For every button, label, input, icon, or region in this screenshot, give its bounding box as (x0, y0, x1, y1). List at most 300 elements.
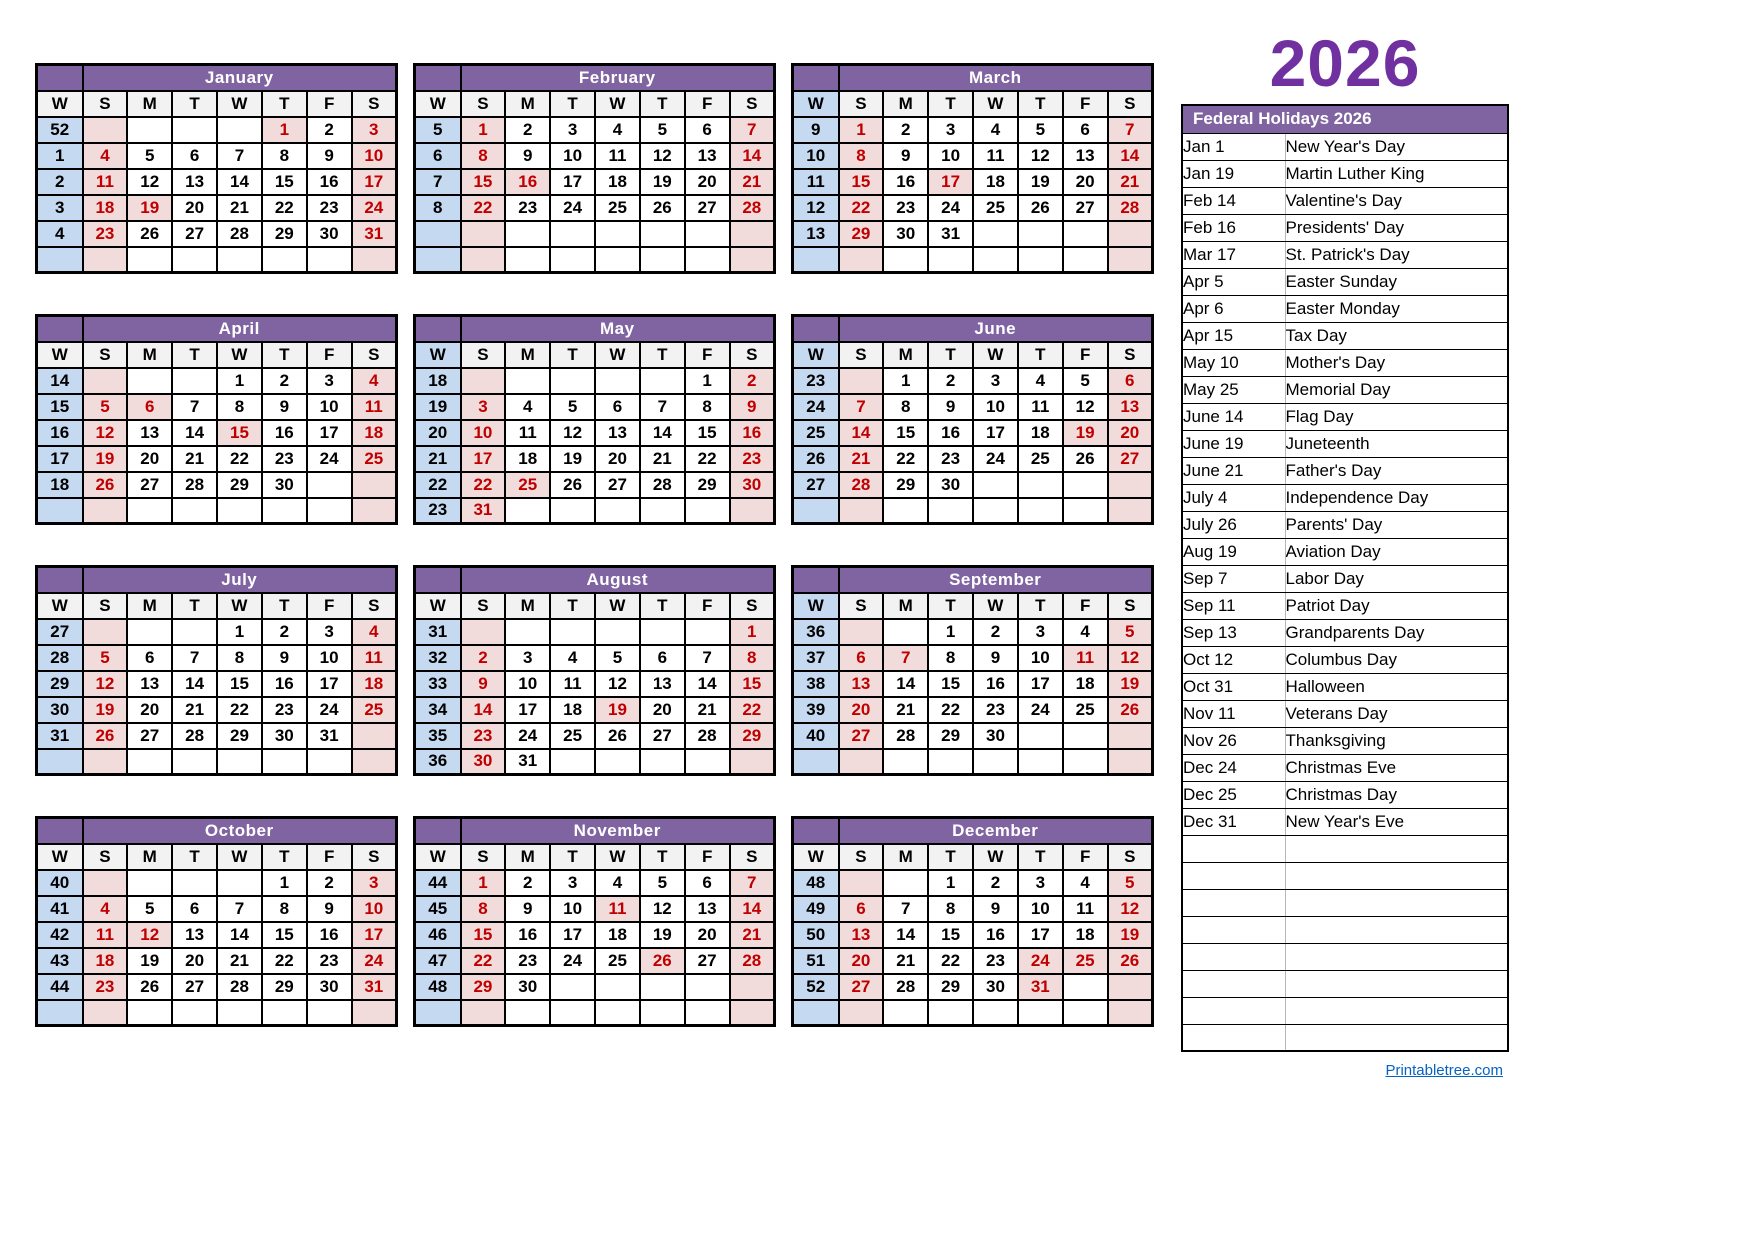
day-cell (217, 1000, 262, 1026)
day-cell: 18 (83, 195, 128, 221)
day-cell: 30 (883, 221, 928, 247)
day-cell (1108, 498, 1153, 524)
day-header: S (352, 91, 397, 117)
day-cell: 4 (1018, 368, 1063, 394)
holiday-name (1285, 997, 1508, 1024)
day-cell: 22 (217, 446, 262, 472)
holiday-empty-row (1182, 889, 1508, 916)
month-march (791, 63, 1154, 274)
day-cell: 17 (1018, 671, 1063, 697)
holiday-date: Dec 31 (1182, 808, 1285, 835)
day-cell (685, 974, 730, 1000)
day-header: T (640, 342, 685, 368)
week-number-cell: 52 (793, 974, 839, 1000)
day-cell: 26 (640, 948, 685, 974)
day-cell (1108, 247, 1153, 273)
week-number-cell: 34 (415, 697, 461, 723)
holiday-row (1182, 484, 1508, 511)
day-cell: 4 (595, 870, 640, 896)
holiday-date (1182, 970, 1285, 997)
day-cell: 1 (262, 117, 307, 143)
day-cell (172, 117, 217, 143)
month-june (791, 314, 1154, 525)
week-column-header: W (37, 844, 83, 870)
day-cell: 24 (1018, 697, 1063, 723)
day-cell: 29 (839, 221, 884, 247)
month-header-corner (415, 65, 461, 91)
holiday-date (1182, 1024, 1285, 1051)
day-cell (883, 619, 928, 645)
day-cell: 25 (550, 723, 595, 749)
day-cell: 2 (973, 870, 1018, 896)
day-cell: 20 (172, 195, 217, 221)
month-header-corner (415, 316, 461, 342)
day-cell: 14 (640, 420, 685, 446)
day-cell: 15 (461, 922, 506, 948)
week-number-cell: 48 (415, 974, 461, 1000)
week-column-header: W (37, 593, 83, 619)
day-header: M (127, 593, 172, 619)
day-cell (83, 749, 128, 775)
printabletree-link[interactable]: Printabletree.com (1385, 1062, 1503, 1079)
day-cell: 31 (928, 221, 973, 247)
day-cell (83, 498, 128, 524)
week-number-cell (37, 247, 83, 273)
day-cell: 8 (262, 896, 307, 922)
day-cell: 21 (1108, 169, 1153, 195)
day-cell: 29 (928, 974, 973, 1000)
holiday-name (1285, 970, 1508, 997)
day-cell: 10 (550, 143, 595, 169)
day-cell (127, 368, 172, 394)
day-cell: 3 (505, 645, 550, 671)
day-cell: 14 (839, 420, 884, 446)
day-cell: 12 (1063, 394, 1108, 420)
day-cell: 10 (461, 420, 506, 446)
day-cell (172, 247, 217, 273)
day-cell: 18 (505, 446, 550, 472)
day-cell: 14 (685, 671, 730, 697)
day-cell: 7 (730, 117, 775, 143)
holiday-name: Aviation Day (1285, 538, 1508, 565)
week-number-cell: 50 (793, 922, 839, 948)
day-cell: 10 (307, 645, 352, 671)
month-september (791, 565, 1154, 776)
holiday-name: St. Patrick's Day (1285, 241, 1508, 268)
month-july (35, 565, 398, 776)
day-cell: 1 (461, 870, 506, 896)
week-number-cell: 17 (37, 446, 83, 472)
day-cell: 1 (883, 368, 928, 394)
day-cell: 14 (730, 143, 775, 169)
day-cell: 23 (262, 697, 307, 723)
month-header-corner (793, 316, 839, 342)
day-cell: 9 (262, 645, 307, 671)
day-cell: 8 (730, 645, 775, 671)
day-cell (172, 870, 217, 896)
holiday-name: Tax Day (1285, 322, 1508, 349)
day-cell (839, 619, 884, 645)
week-number-cell: 42 (37, 922, 83, 948)
day-cell (461, 221, 506, 247)
day-cell: 11 (595, 143, 640, 169)
day-cell: 21 (172, 697, 217, 723)
day-cell: 1 (730, 619, 775, 645)
day-cell: 27 (1063, 195, 1108, 221)
day-cell (685, 619, 730, 645)
day-cell: 3 (352, 117, 397, 143)
day-cell: 26 (550, 472, 595, 498)
day-cell: 27 (640, 723, 685, 749)
week-number-cell: 52 (37, 117, 83, 143)
right-panel (1181, 26, 1509, 1079)
day-cell: 28 (217, 974, 262, 1000)
day-cell: 17 (973, 420, 1018, 446)
day-cell: 16 (883, 169, 928, 195)
day-cell: 6 (172, 896, 217, 922)
holiday-empty-row (1182, 1024, 1508, 1051)
day-cell: 16 (262, 420, 307, 446)
day-cell (127, 1000, 172, 1026)
day-cell: 24 (307, 446, 352, 472)
week-number-cell (37, 498, 83, 524)
day-cell (595, 498, 640, 524)
day-cell: 26 (127, 221, 172, 247)
day-cell: 27 (127, 723, 172, 749)
holiday-row (1182, 754, 1508, 781)
week-number-cell: 41 (37, 896, 83, 922)
week-number-cell (37, 749, 83, 775)
holiday-date: May 10 (1182, 349, 1285, 376)
day-cell: 19 (1063, 420, 1108, 446)
month-april (35, 314, 398, 525)
month-title: February (461, 65, 775, 91)
day-cell: 30 (262, 723, 307, 749)
day-cell: 17 (1018, 922, 1063, 948)
week-number-cell: 31 (37, 723, 83, 749)
day-cell (883, 870, 928, 896)
day-cell: 15 (217, 420, 262, 446)
day-cell: 10 (1018, 645, 1063, 671)
day-header: T (550, 342, 595, 368)
week-number-cell: 45 (415, 896, 461, 922)
holiday-empty-row (1182, 916, 1508, 943)
day-cell (127, 870, 172, 896)
day-cell: 6 (640, 645, 685, 671)
holidays-title: Federal Holidays 2026 (1182, 105, 1508, 133)
day-cell: 13 (127, 420, 172, 446)
day-cell: 19 (640, 169, 685, 195)
week-number-cell (793, 749, 839, 775)
day-cell: 24 (550, 948, 595, 974)
holiday-date: June 19 (1182, 430, 1285, 457)
day-cell: 20 (127, 446, 172, 472)
day-cell: 19 (595, 697, 640, 723)
day-cell (595, 368, 640, 394)
day-cell (928, 749, 973, 775)
week-number-cell: 11 (793, 169, 839, 195)
day-header: S (1108, 342, 1153, 368)
day-cell: 10 (307, 394, 352, 420)
day-cell (1063, 749, 1108, 775)
day-cell: 18 (550, 697, 595, 723)
day-cell: 15 (262, 922, 307, 948)
month-header-corner (37, 567, 83, 593)
day-header: F (307, 91, 352, 117)
day-cell: 17 (307, 671, 352, 697)
day-header: T (262, 593, 307, 619)
day-cell (730, 1000, 775, 1026)
day-cell: 9 (973, 645, 1018, 671)
day-header: S (83, 342, 128, 368)
day-header: S (839, 593, 884, 619)
day-cell: 17 (461, 446, 506, 472)
day-cell: 29 (730, 723, 775, 749)
holiday-row (1182, 376, 1508, 403)
day-header: F (307, 342, 352, 368)
day-cell: 1 (839, 117, 884, 143)
day-header: T (172, 844, 217, 870)
day-cell: 23 (928, 446, 973, 472)
day-cell (595, 619, 640, 645)
day-cell: 21 (685, 697, 730, 723)
day-cell: 15 (928, 922, 973, 948)
day-cell: 6 (172, 143, 217, 169)
week-number-cell: 1 (37, 143, 83, 169)
holiday-row (1182, 430, 1508, 457)
day-cell (973, 472, 1018, 498)
day-header: F (1063, 844, 1108, 870)
holiday-name: Grandparents Day (1285, 619, 1508, 646)
day-cell: 2 (262, 619, 307, 645)
month-august (413, 565, 776, 776)
day-cell (928, 498, 973, 524)
day-cell (262, 498, 307, 524)
week-number-cell: 6 (415, 143, 461, 169)
day-cell: 23 (973, 948, 1018, 974)
day-cell: 12 (127, 169, 172, 195)
day-header: W (217, 91, 262, 117)
day-cell: 13 (1063, 143, 1108, 169)
week-number-cell: 40 (793, 723, 839, 749)
day-cell (307, 1000, 352, 1026)
day-cell: 14 (883, 671, 928, 697)
day-cell: 6 (1108, 368, 1153, 394)
holiday-date: June 21 (1182, 457, 1285, 484)
day-cell: 19 (127, 948, 172, 974)
week-number-cell: 15 (37, 394, 83, 420)
month-february (413, 63, 776, 274)
day-cell: 11 (352, 645, 397, 671)
holiday-date: Dec 24 (1182, 754, 1285, 781)
day-cell (928, 247, 973, 273)
week-number-cell (793, 498, 839, 524)
holiday-name: Thanksgiving (1285, 727, 1508, 754)
day-cell: 10 (352, 896, 397, 922)
holiday-date: Jan 1 (1182, 133, 1285, 160)
day-cell: 5 (83, 394, 128, 420)
day-cell (1108, 221, 1153, 247)
day-cell (839, 247, 884, 273)
day-cell: 23 (505, 195, 550, 221)
day-cell: 21 (640, 446, 685, 472)
day-header: T (1018, 91, 1063, 117)
day-cell: 28 (839, 472, 884, 498)
holiday-row (1182, 214, 1508, 241)
week-number-cell: 27 (793, 472, 839, 498)
holiday-date: Dec 25 (1182, 781, 1285, 808)
day-cell: 16 (307, 922, 352, 948)
day-cell: 26 (83, 723, 128, 749)
month-january (35, 63, 398, 274)
holiday-name (1285, 1024, 1508, 1051)
day-cell: 27 (1108, 446, 1153, 472)
day-cell: 17 (352, 169, 397, 195)
day-cell: 26 (83, 472, 128, 498)
day-cell: 24 (307, 697, 352, 723)
holiday-name: Father's Day (1285, 457, 1508, 484)
week-number-cell: 18 (415, 368, 461, 394)
day-cell: 15 (928, 671, 973, 697)
day-cell (839, 498, 884, 524)
holiday-row (1182, 403, 1508, 430)
day-cell: 21 (730, 922, 775, 948)
day-header: W (973, 593, 1018, 619)
day-header: T (928, 91, 973, 117)
day-cell: 20 (685, 922, 730, 948)
week-number-cell: 49 (793, 896, 839, 922)
week-number-cell: 47 (415, 948, 461, 974)
week-number-cell (793, 1000, 839, 1026)
day-header: S (83, 593, 128, 619)
day-cell: 15 (685, 420, 730, 446)
holiday-name: Parents' Day (1285, 511, 1508, 538)
week-number-cell: 26 (793, 446, 839, 472)
day-cell: 31 (1018, 974, 1063, 1000)
holiday-row (1182, 268, 1508, 295)
holiday-empty-row (1182, 970, 1508, 997)
day-cell: 1 (928, 870, 973, 896)
day-cell: 2 (505, 870, 550, 896)
week-number-cell: 33 (415, 671, 461, 697)
week-number-cell: 44 (37, 974, 83, 1000)
day-cell: 2 (505, 117, 550, 143)
day-cell: 30 (928, 472, 973, 498)
day-cell: 25 (352, 446, 397, 472)
day-cell: 12 (1108, 896, 1153, 922)
holiday-date: Jan 19 (1182, 160, 1285, 187)
holiday-name: Columbus Day (1285, 646, 1508, 673)
day-cell: 26 (1063, 446, 1108, 472)
day-cell: 25 (352, 697, 397, 723)
day-cell: 13 (595, 420, 640, 446)
day-header: S (730, 593, 775, 619)
month-header-corner (37, 818, 83, 844)
day-cell: 9 (928, 394, 973, 420)
day-cell: 6 (1063, 117, 1108, 143)
week-number-cell: 2 (37, 169, 83, 195)
day-cell: 11 (595, 896, 640, 922)
day-cell: 31 (307, 723, 352, 749)
day-cell (1108, 1000, 1153, 1026)
day-header: T (1018, 593, 1063, 619)
day-cell: 29 (262, 221, 307, 247)
day-cell: 3 (973, 368, 1018, 394)
day-header: S (730, 91, 775, 117)
day-cell: 9 (973, 896, 1018, 922)
day-header: F (307, 593, 352, 619)
day-cell (172, 498, 217, 524)
week-number-cell: 13 (793, 221, 839, 247)
day-cell: 12 (127, 922, 172, 948)
day-cell (307, 749, 352, 775)
day-cell (730, 974, 775, 1000)
day-cell: 5 (1018, 117, 1063, 143)
day-cell (973, 221, 1018, 247)
day-cell: 3 (1018, 870, 1063, 896)
day-cell: 22 (461, 472, 506, 498)
week-number-cell: 10 (793, 143, 839, 169)
day-cell: 11 (83, 169, 128, 195)
day-cell (1063, 723, 1108, 749)
day-cell: 14 (461, 697, 506, 723)
holiday-empty-row (1182, 862, 1508, 889)
week-column-header: W (415, 342, 461, 368)
day-cell (83, 619, 128, 645)
day-header: W (217, 844, 262, 870)
day-cell: 4 (505, 394, 550, 420)
day-cell: 6 (127, 394, 172, 420)
holiday-date: Apr 15 (1182, 322, 1285, 349)
holiday-row (1182, 619, 1508, 646)
month-title: January (83, 65, 397, 91)
day-cell: 11 (352, 394, 397, 420)
day-cell: 23 (307, 195, 352, 221)
day-cell: 22 (262, 195, 307, 221)
day-cell: 13 (172, 169, 217, 195)
holiday-row (1182, 646, 1508, 673)
day-cell: 10 (1018, 896, 1063, 922)
day-cell: 23 (883, 195, 928, 221)
week-number-cell: 20 (415, 420, 461, 446)
week-number-cell: 44 (415, 870, 461, 896)
week-column-header: W (415, 593, 461, 619)
day-cell: 16 (505, 169, 550, 195)
day-cell (1018, 498, 1063, 524)
day-cell: 18 (1018, 420, 1063, 446)
day-cell: 27 (127, 472, 172, 498)
day-cell: 30 (262, 472, 307, 498)
day-cell (307, 472, 352, 498)
day-cell: 4 (352, 619, 397, 645)
week-number-cell: 19 (415, 394, 461, 420)
day-cell (217, 749, 262, 775)
day-cell: 30 (461, 749, 506, 775)
month-header-corner (37, 316, 83, 342)
day-cell (550, 1000, 595, 1026)
holiday-date (1182, 916, 1285, 943)
day-cell: 24 (928, 195, 973, 221)
day-cell: 13 (839, 922, 884, 948)
day-header: T (172, 91, 217, 117)
day-cell: 21 (217, 195, 262, 221)
holiday-name: Memorial Day (1285, 376, 1508, 403)
day-cell: 27 (685, 195, 730, 221)
holiday-date: June 14 (1182, 403, 1285, 430)
month-october (35, 816, 398, 1027)
day-cell: 4 (1063, 619, 1108, 645)
day-cell: 24 (505, 723, 550, 749)
